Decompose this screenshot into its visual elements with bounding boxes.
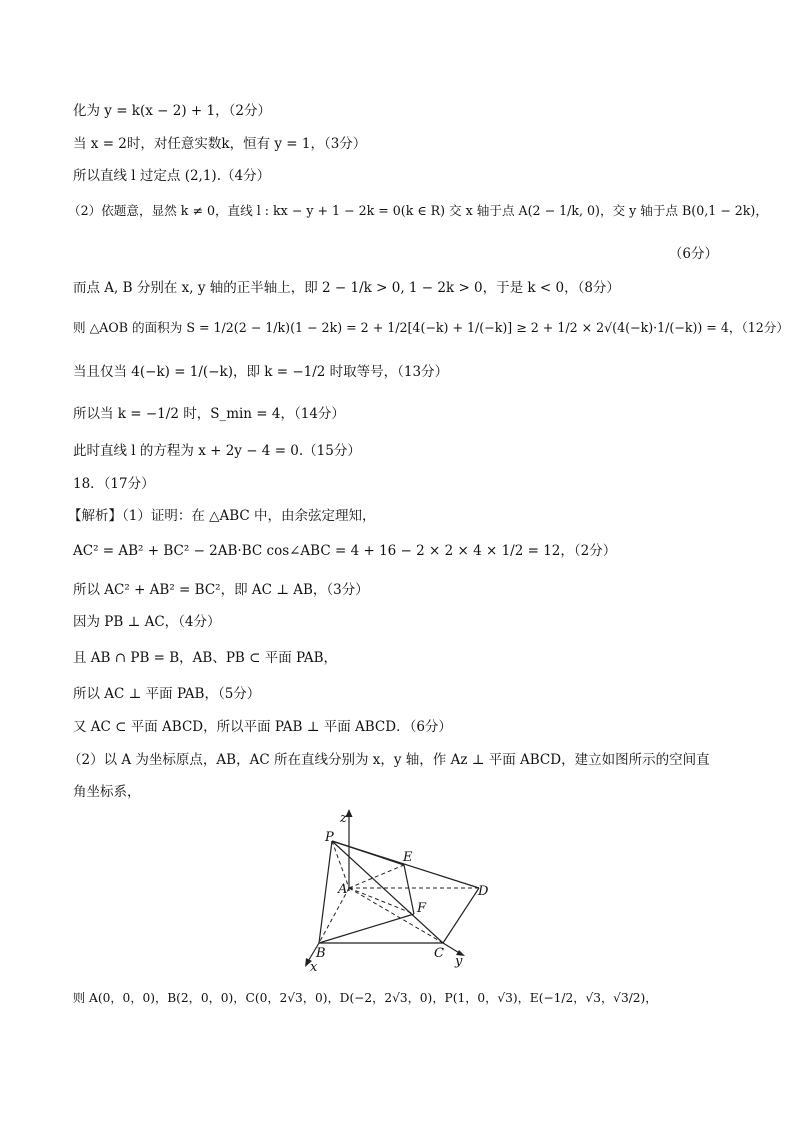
text-line-11: AC² = AB² + BC² − 2AB·BC cos∠ABC = 4 + 16 − 2 × 2 × 4 × 1/2 = 12，（2分） <box>73 543 617 559</box>
label-B: B <box>316 946 326 961</box>
label-P: P <box>325 830 334 845</box>
pyramid-diagram <box>296 808 496 980</box>
text-line-7: 当且仅当 4(−k) = 1/(−k)，即 k = −1/2 时取等号，（13分） <box>73 364 449 380</box>
label-z: z <box>340 811 347 826</box>
edge-EF <box>404 865 414 914</box>
text-line-15: 所以 AC ⊥ 平面 PAB，（5分） <box>73 686 261 702</box>
edge-AC <box>349 888 443 943</box>
text-line-8: 所以当 k = −1/2 时，S_min = 4，（14分） <box>73 406 345 422</box>
text-line-2: 当 x = 2时，对任意实数k，恒有 y = 1，（3分） <box>73 136 367 152</box>
label-F: F <box>417 901 427 916</box>
text-line-6: 则 △AOB 的面积为 S = 1/2(2 − 1/k)(1 − 2k) = 2 + 1/2[4(−k) + 1/(−k)] ≥ 2 + 1/2 × 2√(4(−k)·1/(−k)) = 4，（12分） <box>73 320 789 335</box>
coordinate-figure <box>296 808 496 980</box>
edge-AF <box>349 888 414 914</box>
text-line-9: 此时直线 l 的方程为 x + 2y − 4 = 0.（15分） <box>73 443 361 459</box>
label-A: A <box>338 882 348 897</box>
label-x: x <box>310 960 318 975</box>
label-D: D <box>478 884 489 899</box>
text-line-3: 所以直线 l 过定点 (2,1).（4分） <box>73 168 271 184</box>
text-line-12: 所以 AC² + AB² = BC²，即 AC ⊥ AB，（3分） <box>73 582 369 598</box>
text-line-5: 而点 A, B 分别在 x, y 轴的正半轴上，即 2 − 1/k > 0, 1 − 2k > 0，于是 k < 0，（8分） <box>73 280 620 296</box>
label-E: E <box>403 850 413 865</box>
label-C: C <box>434 946 444 961</box>
score-note-6: （6分） <box>668 246 718 262</box>
edge-AE <box>349 865 404 888</box>
edge-CD <box>443 888 479 943</box>
text-line-4: （2）依题意，显然 k ≠ 0，直线 l : kx − y + 1 − 2k = 0(k ∈ R) 交 x 轴于点 A(2 − 1/k, 0)，交 y 轴于点 B(0,1 − 2k)， <box>68 203 768 218</box>
text-line-17: （2）以 A 为坐标原点，AB，AC 所在直线分别为 x，y 轴，作 Az ⊥ 平面 ABCD，建立如图所示的空间直 <box>68 752 710 768</box>
edge-PC <box>332 841 443 943</box>
text-line-18: 角坐标系， <box>73 784 141 800</box>
text-line-14: 且 AB ∩ PB = B，AB、PB ⊂ 平面 PAB， <box>73 650 338 666</box>
question-number-18: 18．（17分） <box>73 476 155 492</box>
label-y: y <box>455 954 463 969</box>
edge-BF <box>319 914 414 943</box>
edge-PB <box>319 841 332 943</box>
text-line-19: 则 A(0，0，0)，B(2，0，0)，C(0，2√3，0)，D(−2，2√3，0)，P(1，0，√3)，E(−1/2，√3，√3/2)， <box>73 991 658 1005</box>
text-line-16: 又 AC ⊂ 平面 ABCD，所以平面 PAB ⊥ 平面 ABCD．（6分） <box>73 719 452 735</box>
edge-PE <box>332 841 404 865</box>
text-line-1: 化为 y = k(x − 2) + 1，（2分） <box>73 103 271 119</box>
text-line-10: 【解析】（1）证明：在 △ABC 中，由余弦定理知， <box>68 508 376 524</box>
text-line-13: 因为 PB ⊥ AC，（4分） <box>73 614 221 630</box>
